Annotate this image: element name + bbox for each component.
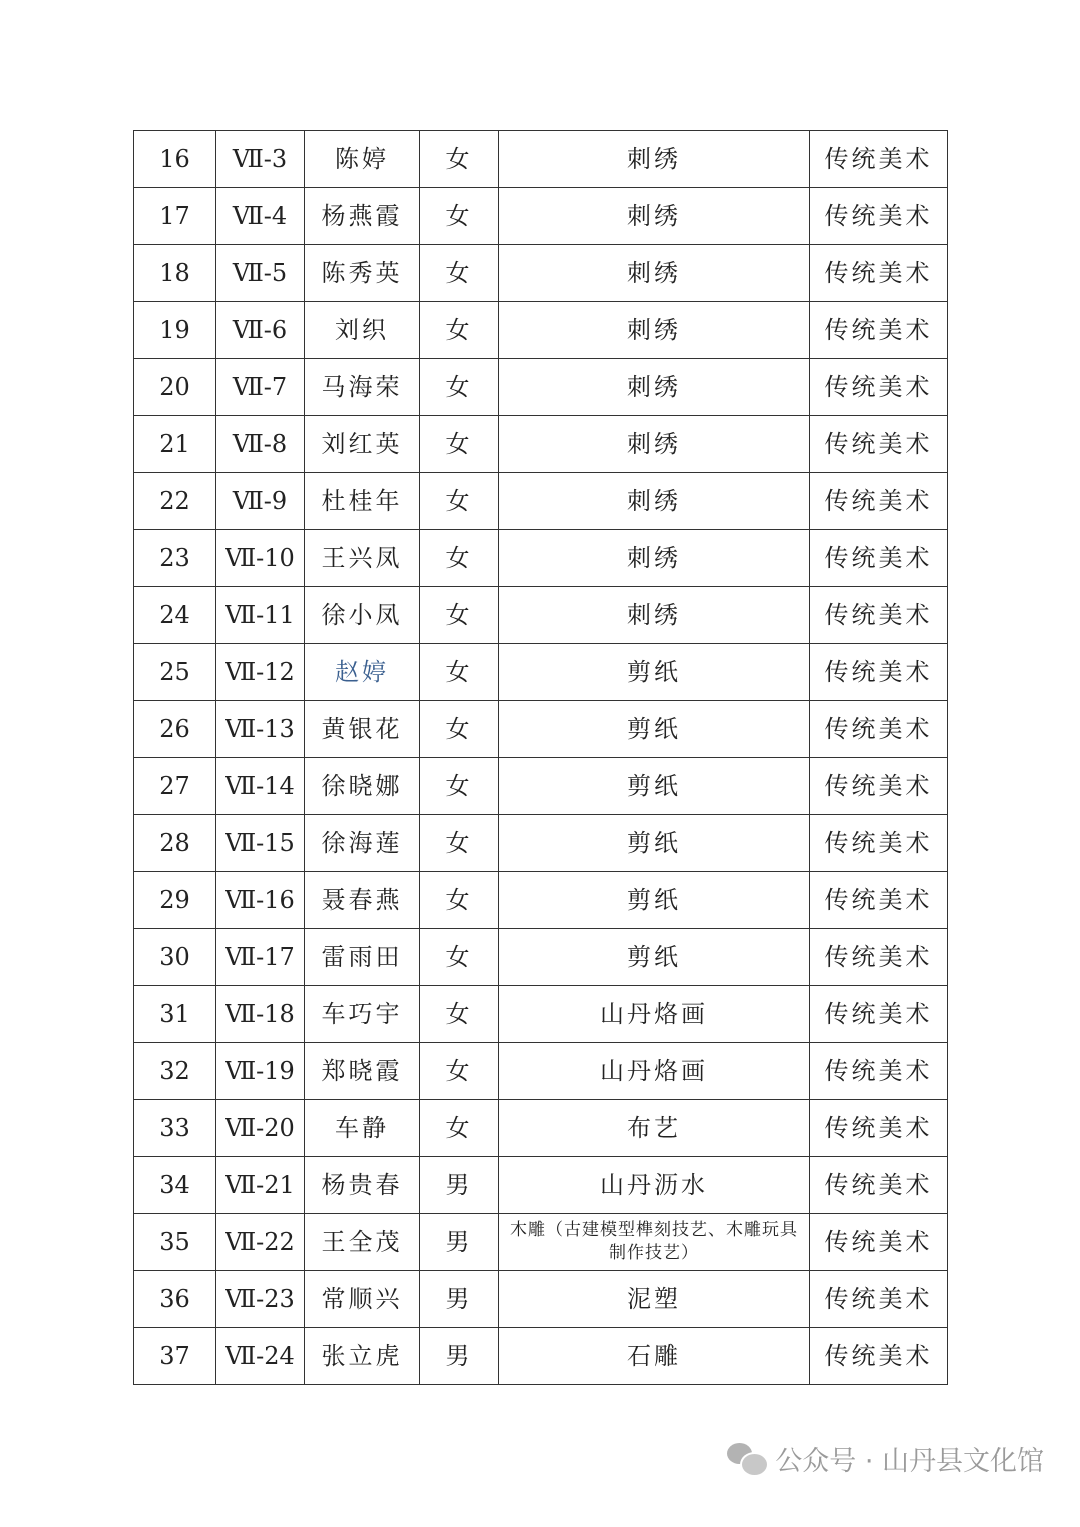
- cell-code: Ⅶ-18: [216, 986, 305, 1043]
- table-row: [134, 1328, 948, 1385]
- cell-project: 刺绣: [499, 473, 810, 530]
- cell-gender: 女: [420, 644, 499, 701]
- cell-code: Ⅶ-3: [216, 131, 305, 188]
- cell-project: 剪纸: [499, 758, 810, 815]
- cell-project: 山丹烙画: [499, 1043, 810, 1100]
- cell-gender: 女: [420, 929, 499, 986]
- cell-name: 杜桂年: [305, 473, 420, 530]
- table-row: [134, 359, 948, 416]
- table-row: [134, 188, 948, 245]
- cell-gender: 男: [420, 1214, 499, 1271]
- cell-category: 传统美术: [810, 986, 948, 1043]
- cell-code: Ⅶ-16: [216, 872, 305, 929]
- cell-category: 传统美术: [810, 473, 948, 530]
- cell-gender: 男: [420, 1157, 499, 1214]
- cell-number: 19: [134, 302, 216, 359]
- cell-name: 杨燕霞: [305, 188, 420, 245]
- table-row: [134, 245, 948, 302]
- cell-gender: 男: [420, 1271, 499, 1328]
- watermark-text: 公众号 · 山丹县文化馆: [775, 1445, 1044, 1477]
- cell-project: 刺绣: [499, 245, 810, 302]
- cell-project: 剪纸: [499, 644, 810, 701]
- table-row: [134, 929, 948, 986]
- cell-category: 传统美术: [810, 1100, 948, 1157]
- table-row: [134, 1214, 948, 1271]
- cell-number: 36: [134, 1271, 216, 1328]
- cell-code: Ⅶ-5: [216, 245, 305, 302]
- cell-gender: 女: [420, 815, 499, 872]
- cell-category: 传统美术: [810, 701, 948, 758]
- cell-name: 张立虎: [305, 1328, 420, 1385]
- table-row: [134, 872, 948, 929]
- cell-code: Ⅶ-13: [216, 701, 305, 758]
- cell-number: 32: [134, 1043, 216, 1100]
- inheritor-table: [133, 130, 948, 1385]
- cell-category: 传统美术: [810, 302, 948, 359]
- cell-category: 传统美术: [810, 245, 948, 302]
- table-row: [134, 1157, 948, 1214]
- cell-name: 杨贵春: [305, 1157, 420, 1214]
- cell-code: Ⅶ-4: [216, 188, 305, 245]
- cell-number: 22: [134, 473, 216, 530]
- cell-code: Ⅶ-14: [216, 758, 305, 815]
- cell-gender: 女: [420, 473, 499, 530]
- cell-name: 徐海莲: [305, 815, 420, 872]
- cell-name: 聂春燕: [305, 872, 420, 929]
- cell-category: 传统美术: [810, 929, 948, 986]
- cell-project: 山丹烙画: [499, 986, 810, 1043]
- cell-gender: 女: [420, 416, 499, 473]
- cell-number: 28: [134, 815, 216, 872]
- cell-code: Ⅶ-15: [216, 815, 305, 872]
- watermark: [727, 1438, 1044, 1478]
- cell-number: 23: [134, 530, 216, 587]
- cell-name: 刘织: [305, 302, 420, 359]
- cell-category: 传统美术: [810, 1043, 948, 1100]
- cell-number: 33: [134, 1100, 216, 1157]
- cell-category: 传统美术: [810, 359, 948, 416]
- cell-name: 赵婷: [305, 644, 420, 701]
- cell-gender: 女: [420, 530, 499, 587]
- cell-number: 17: [134, 188, 216, 245]
- cell-code: Ⅶ-6: [216, 302, 305, 359]
- cell-name: 车巧宇: [305, 986, 420, 1043]
- cell-gender: 女: [420, 1043, 499, 1100]
- cell-code: Ⅶ-11: [216, 587, 305, 644]
- cell-project: 石雕: [499, 1328, 810, 1385]
- cell-name: 陈婷: [305, 131, 420, 188]
- cell-gender: 女: [420, 359, 499, 416]
- cell-project: 泥塑: [499, 1271, 810, 1328]
- cell-gender: 女: [420, 245, 499, 302]
- cell-code: Ⅶ-20: [216, 1100, 305, 1157]
- cell-code: Ⅶ-10: [216, 530, 305, 587]
- cell-gender: 女: [420, 131, 499, 188]
- cell-gender: 女: [420, 302, 499, 359]
- cell-name: 黄银花: [305, 701, 420, 758]
- cell-code: Ⅶ-24: [216, 1328, 305, 1385]
- cell-category: 传统美术: [810, 1328, 948, 1385]
- cell-project: 山丹沥水: [499, 1157, 810, 1214]
- cell-project: 布艺: [499, 1100, 810, 1157]
- cell-number: 26: [134, 701, 216, 758]
- table-row: [134, 1100, 948, 1157]
- table-row: [134, 758, 948, 815]
- cell-category: 传统美术: [810, 1157, 948, 1214]
- cell-code: Ⅶ-17: [216, 929, 305, 986]
- cell-name: 徐小凤: [305, 587, 420, 644]
- cell-category: 传统美术: [810, 416, 948, 473]
- cell-gender: 女: [420, 701, 499, 758]
- cell-gender: 男: [420, 1328, 499, 1385]
- cell-code: Ⅶ-9: [216, 473, 305, 530]
- cell-code: Ⅶ-7: [216, 359, 305, 416]
- cell-number: 37: [134, 1328, 216, 1385]
- cell-number: 29: [134, 872, 216, 929]
- cell-number: 18: [134, 245, 216, 302]
- cell-gender: 女: [420, 986, 499, 1043]
- cell-number: 25: [134, 644, 216, 701]
- cell-project: 刺绣: [499, 131, 810, 188]
- cell-gender: 女: [420, 758, 499, 815]
- cell-category: 传统美术: [810, 1271, 948, 1328]
- cell-name: 王兴凤: [305, 530, 420, 587]
- table-row: [134, 701, 948, 758]
- cell-project: 刺绣: [499, 530, 810, 587]
- table-row: [134, 302, 948, 359]
- cell-name: 车静: [305, 1100, 420, 1157]
- cell-category: 传统美术: [810, 758, 948, 815]
- cell-code: Ⅶ-21: [216, 1157, 305, 1214]
- cell-number: 16: [134, 131, 216, 188]
- cell-code: Ⅶ-19: [216, 1043, 305, 1100]
- table-row: [134, 530, 948, 587]
- cell-project: 刺绣: [499, 302, 810, 359]
- cell-project: 刺绣: [499, 359, 810, 416]
- table-row: [134, 131, 948, 188]
- cell-number: 30: [134, 929, 216, 986]
- table-row: [134, 815, 948, 872]
- cell-gender: 女: [420, 1100, 499, 1157]
- cell-name: 马海荣: [305, 359, 420, 416]
- table-row: [134, 473, 948, 530]
- cell-name: 雷雨田: [305, 929, 420, 986]
- cell-project: 刺绣: [499, 188, 810, 245]
- cell-name: 王全茂: [305, 1214, 420, 1271]
- table-row: [134, 644, 948, 701]
- cell-name: 常顺兴: [305, 1271, 420, 1328]
- cell-project: 刺绣: [499, 587, 810, 644]
- cell-category: 传统美术: [810, 587, 948, 644]
- cell-project: 刺绣: [499, 416, 810, 473]
- cell-code: Ⅶ-22: [216, 1214, 305, 1271]
- cell-project: 剪纸: [499, 701, 810, 758]
- cell-category: 传统美术: [810, 644, 948, 701]
- table-row: [134, 986, 948, 1043]
- cell-number: 31: [134, 986, 216, 1043]
- cell-project: 木雕（古建模型榫刻技艺、木雕玩具制作技艺）: [499, 1214, 810, 1271]
- cell-name: 郑晓霞: [305, 1043, 420, 1100]
- cell-project: 剪纸: [499, 929, 810, 986]
- cell-gender: 女: [420, 188, 499, 245]
- cell-name: 徐晓娜: [305, 758, 420, 815]
- cell-code: Ⅶ-12: [216, 644, 305, 701]
- table-row: [134, 587, 948, 644]
- cell-number: 34: [134, 1157, 216, 1214]
- cell-code: Ⅶ-8: [216, 416, 305, 473]
- cell-category: 传统美术: [810, 815, 948, 872]
- cell-number: 21: [134, 416, 216, 473]
- table-row: [134, 416, 948, 473]
- cell-category: 传统美术: [810, 131, 948, 188]
- cell-gender: 女: [420, 872, 499, 929]
- cell-category: 传统美术: [810, 530, 948, 587]
- table-body: [134, 131, 948, 1385]
- cell-name: 陈秀英: [305, 245, 420, 302]
- cell-project: 剪纸: [499, 872, 810, 929]
- cell-category: 传统美术: [810, 188, 948, 245]
- cell-category: 传统美术: [810, 872, 948, 929]
- cell-category: 传统美术: [810, 1214, 948, 1271]
- cell-code: Ⅶ-23: [216, 1271, 305, 1328]
- table-row: [134, 1271, 948, 1328]
- cell-name: 刘红英: [305, 416, 420, 473]
- cell-number: 35: [134, 1214, 216, 1271]
- cell-number: 20: [134, 359, 216, 416]
- cell-gender: 女: [420, 587, 499, 644]
- cell-number: 27: [134, 758, 216, 815]
- cell-project: 剪纸: [499, 815, 810, 872]
- wechat-icon: [727, 1441, 767, 1475]
- cell-number: 24: [134, 587, 216, 644]
- table-row: [134, 1043, 948, 1100]
